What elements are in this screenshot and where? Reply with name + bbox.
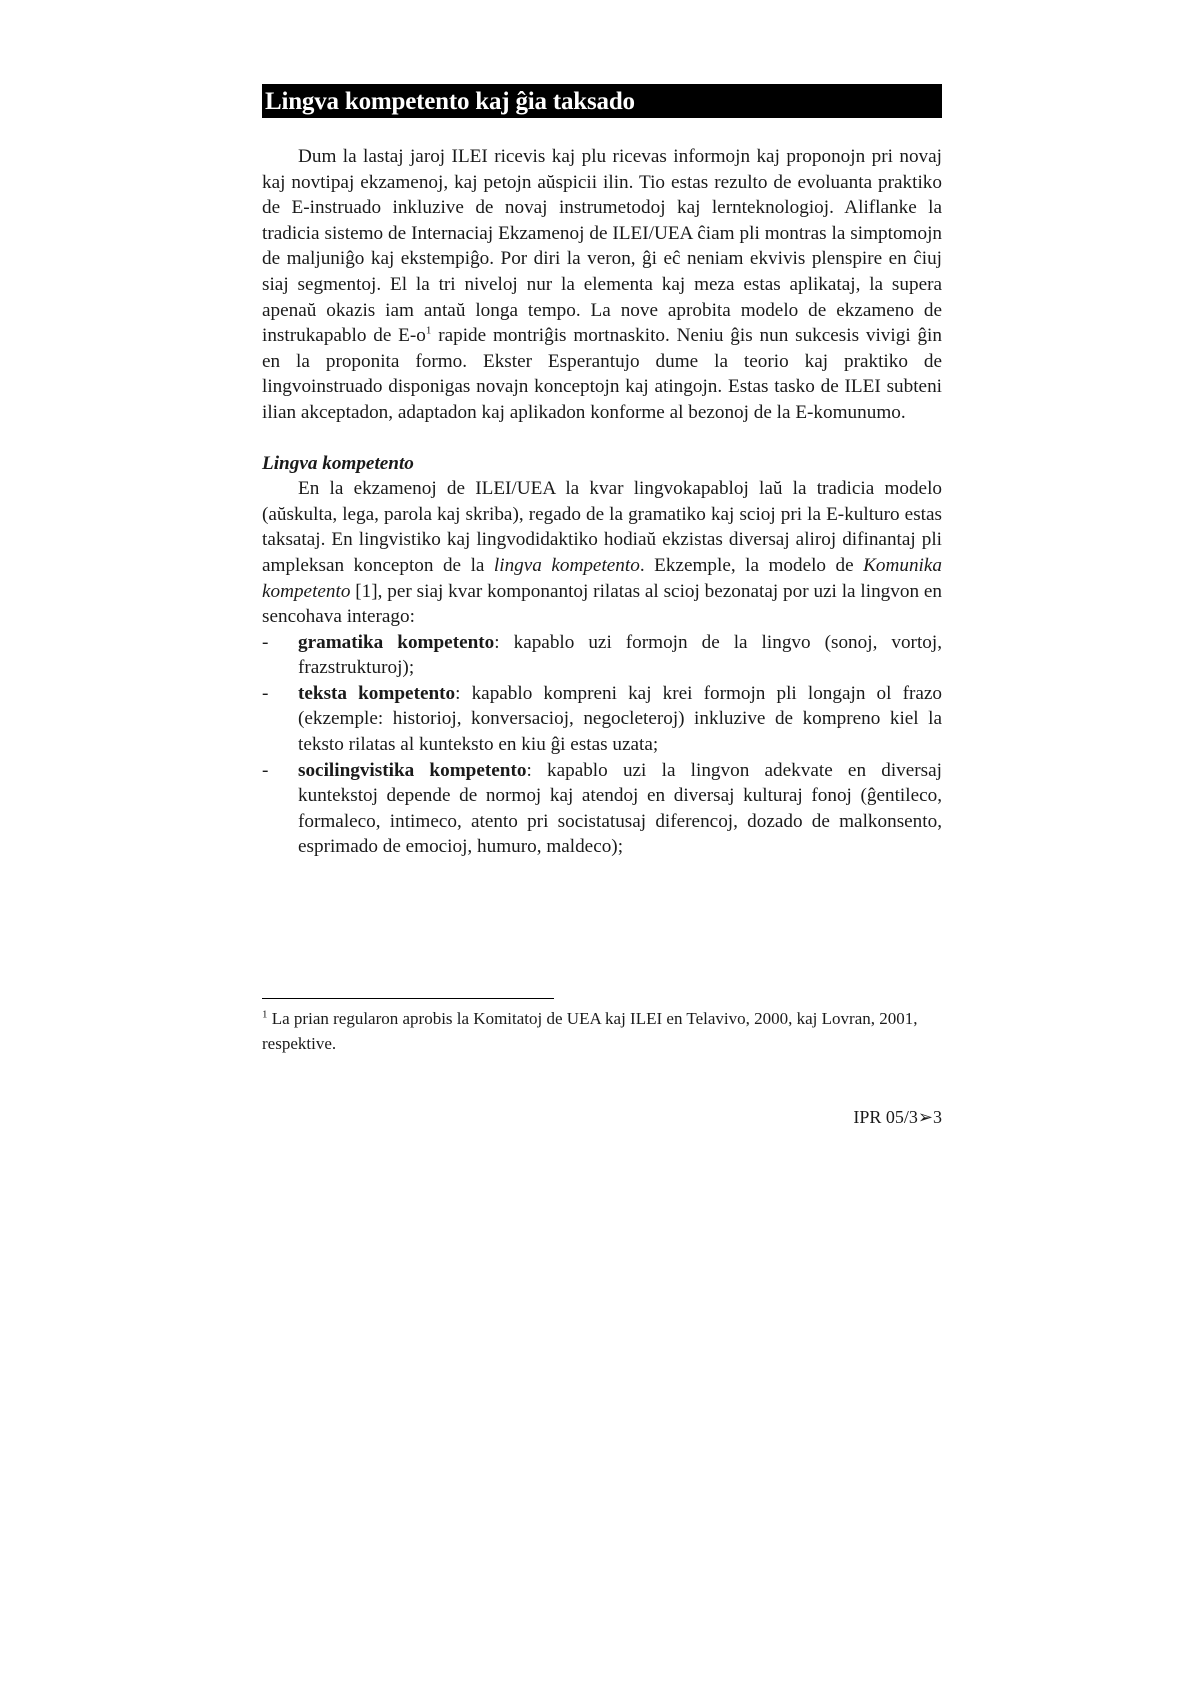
bullet-dash: - (262, 682, 269, 704)
bullet-dash: - (262, 631, 269, 653)
list-item (262, 681, 942, 758)
bullet-dash: - (262, 759, 269, 781)
footnote (262, 1006, 942, 1056)
italic-term-komunika-kompetento: Komunika kompetento (262, 554, 943, 602)
second-paragraph (262, 476, 942, 630)
list-item-term: gramatika kompetento (298, 631, 495, 653)
article-title: Lingva kompetento kaj ĝia taksado (262, 84, 942, 118)
intro-paragraph (262, 144, 942, 426)
page-number: IPR 05/3➢3 (853, 1107, 942, 1127)
list-item (262, 758, 942, 860)
second-text-part1: En la ekzamenoj de ILEI/UEA la kvar lingvokapabloj laŭ la tradicia modelo (aŭskulta, lega, parola kaj skriba), regado de la gramatiko kaj scioj pri la E-kulturo estas taksataj. En lingvistiko kaj lingvodidaktiko hodiaŭ ekzistas diversaj aliroj difinantaj pli ampleksan koncepton de la (262, 478, 942, 576)
list-item (262, 630, 942, 681)
footnote-mark: 1 (262, 1008, 268, 1021)
second-text-part3: [1], per siaj kvar komponantoj rilatas al scioj bezonataj por uzi la lingvon en sencohava interago: (262, 580, 942, 628)
list-item-text: : kapablo kompreni kaj krei formojn pli longajn ol frazo (ekzemple: historioj, konversacioj, negocleteroj) inkluzive de kompreno kiel la teksto rilatas al kunteksto en kiu ĝi estas uzata; (298, 682, 942, 756)
section-heading: Lingva kompetento (262, 452, 414, 474)
footnote-separator (262, 998, 554, 999)
second-text-part2: . Ekzemple, la modelo de (639, 554, 864, 576)
italic-term-lingva-kompetento: lingva kompetento (493, 554, 640, 576)
footnote-text: La prian regularon aprobis la Komitatoj de UEA kaj ILEI en Telavivo, 2000, kaj Lovran, 2001, respektive. (262, 1009, 918, 1053)
document-page (262, 84, 943, 1127)
list-item-text: : kapablo uzi la lingvon adekvate en diversaj kuntekstoj depende de normoj kaj atendoj en diversaj kulturaj fonoj (ĝentileco, formaleco, intimeco, atento pri socistatusaj diferencoj, dozado de malkonsento, esprimado de emocioj, humuro, maldeco); (298, 759, 942, 858)
intro-text-part2: rapide montriĝis mortnaskito. Neniu ĝis nun sukcesis vivigi ĝin en la proponita formo. Ekster Esperantujo dume la teorio kaj praktiko de lingvoinstruado disponigas novajn konceptojn kaj atingojn. Estas tasko de ILEI subteni ilian akceptadon, adaptadon kaj aplikadon konforme al bezonoj de la E-komunumo. (262, 325, 942, 423)
list-item-text: : kapablo uzi formojn de la lingvo (sonoj, vortoj, frazstrukturoj); (298, 631, 942, 679)
footnote-reference[interactable]: 1 (425, 324, 432, 337)
list-item-term: teksta kompetento (298, 682, 456, 704)
intro-text-part1: Dum la lastaj jaroj ILEI ricevis kaj plu ricevas informojn kaj proponojn pri novaj kaj novtipaj ekzamenoj, kaj petojn aŭspicii ilin. Tio estas rezulto de evoluanta praktiko de E-instruado inkluzive de novaj instrumetodoj kaj lernteknologioj. Aliflanke la tradicia sistemo de Internaciaj Ekzamenoj de ILEI/UEA ĉiam pli montras la simptomojn de maljuniĝo kaj ekstempiĝo. Por diri la veron, ĝi eĉ neniam ekvivis plenspire en ĉiuj siaj segmentoj. El la tri niveloj nur la elementa kaj meza estas aplikataj, la supera apenaŭ okazis iam antaŭ longa tempo. La nove aprobita modelo de ekzameno de instrukapablo de E-o (262, 146, 942, 347)
competence-list (262, 630, 942, 860)
list-item-term: socilingvistika kompetento (298, 759, 527, 781)
